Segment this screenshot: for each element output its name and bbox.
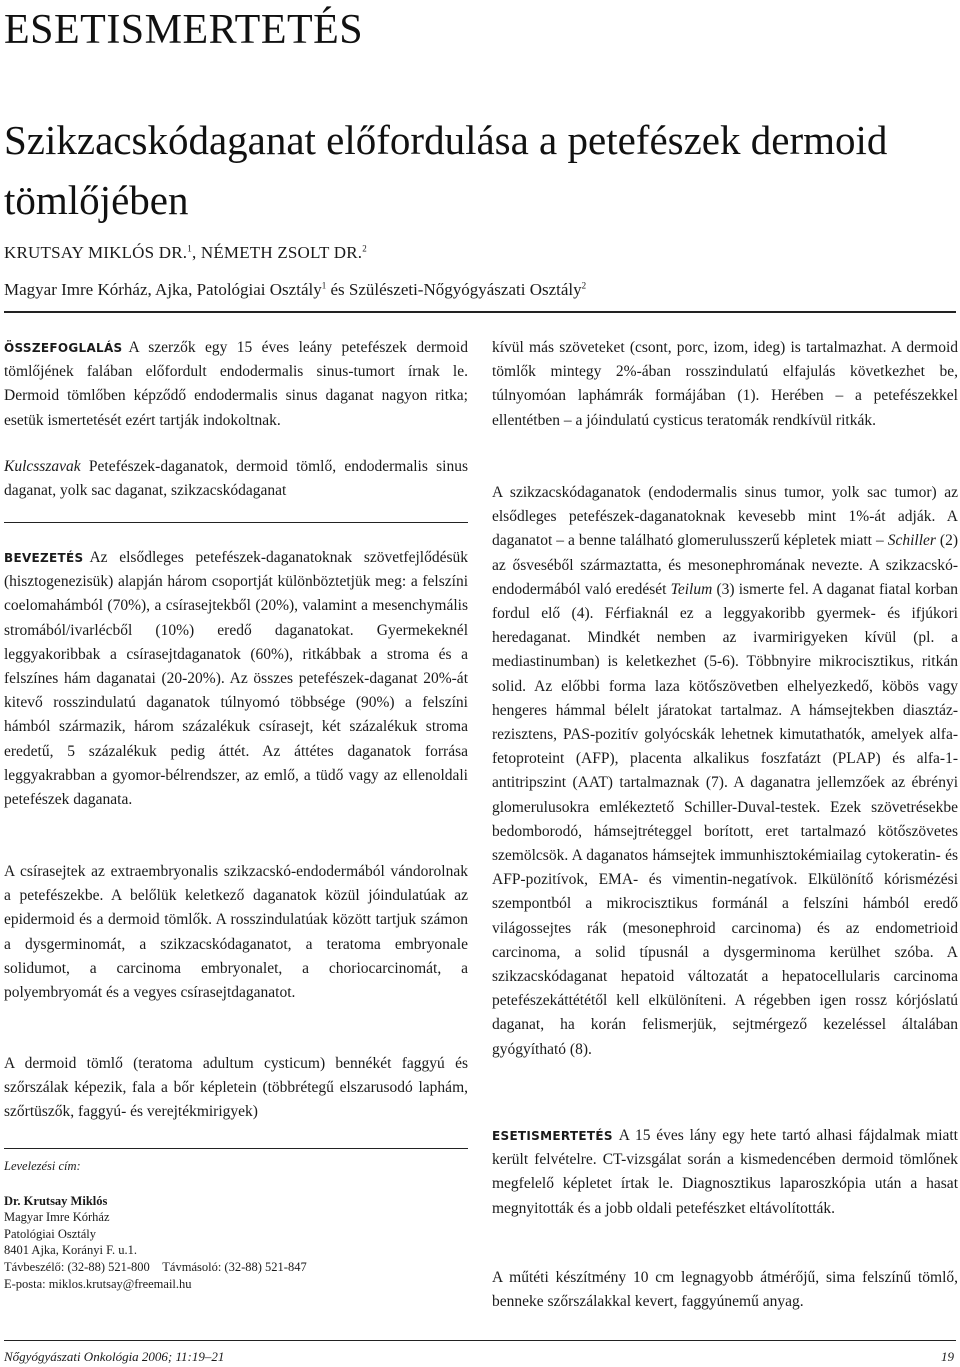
affiliation-2-mark: 2 [581, 280, 587, 291]
correspondence-line-1: Magyar Imre Kórház [4, 1210, 110, 1225]
keywords-text: Petefészek-daganatok, dermoid tömlő, endodermalis sinus daganat, yolk sac daganat, szikzacskódaganat [4, 458, 469, 500]
authors [4, 243, 367, 263]
schiller-name: Schiller [887, 532, 936, 550]
correspondence-divider [4, 1148, 468, 1149]
author-2-affiliation-mark: 2 [362, 243, 367, 254]
right-text-2a: A szikzacskódaganatok (endodermalis sinus tumor, yolk sac tumor) az elsődleges petefészek-daganatoknak kevesebb mint 1%-át adják. A daganatot – a benne található glomerulusszerű képletek miatt – [492, 484, 958, 550]
keywords-label: Kulcsszavak [4, 458, 81, 475]
affiliations [4, 280, 586, 300]
affiliation-1: Magyar Imre Kórház, Ajka, Patológiai Osztály [4, 280, 322, 299]
author-1-affiliation-mark: 1 [187, 243, 192, 254]
affiliation-connector: és [326, 280, 349, 299]
correspondence [4, 1158, 307, 1292]
case-report-text: A 15 éves lány egy hete tartó alhasi fájdalmak miatt került felvételre. CT-vizsgálat során a kismedencében dermoid tömlőnek megfelelő képletet írtak le. Diagnosztikus laparoszkópia után a hasat megnyitották és a jobb oldali petefészket eltávolították. [492, 1127, 958, 1217]
affiliation-2: Szülészeti-Nőgyógyászati Osztály [348, 280, 582, 299]
author-separator: , [191, 243, 201, 262]
introduction-p2 [4, 860, 468, 1005]
right-text-2c: (3) ismerte fel. A daganat fiatal korban fordul elő (4). Férfiaknál ez a leggyakoribb gyermek- és ifjúkori heredaganat. Mindkét nemben az ivarmirigyeken kívül (pl. a mediastinumban) is keletkezhet (5-6). Többnyire mikrocisztikus, ritkán solid. Az előbbi forma laza kötőszövetben elhelyezkedő, köbös vagy hengeres hámmal bélelt járatokat tartalmaz. A hámsejtekben diasztáz-rezisztens, PAS-pozitív golyócskák lehetnek kimutathatók, amelyek alfa-fetoproteint (AFP), placenta alkalikus foszfatázt (PLAP) és alfa-1-antitripszint (AAT) tartalmaznak (7). A daganatra jellemzőek az ébrényi glomerulusokra emlékeztető Schiller-Duval-testek. Ezek szövetrésekbe bedomborodó, hámsejtréteggel borított, eret tartalmazó kötőszövetes szemölcsök. A daganatos hámsejtek immunhisztokémiailag cytokeratin- és AFP-pozitívok, EMA- és vimentin-negatívok. Elkülönítő kórismézési szempontból a mikrocisztikus formánál a felszíni hámból eredő világossejtes rák (mesonephroid carcinoma) és az endometrioid carcinoma, a solid típusnál a dysgerminoma kerülhet szóba. A szikzacskódaganat hepatoid változatát a hepatocellularis carcinoma petefészekáttététől kell elkülöníteni. A régebben igen rossz kórjóslatú daganat, ha korán felismerjük, sejtmérgező kezeléssel általában gyógyítható (8). [492, 580, 958, 1058]
introduction-p1 [4, 546, 468, 812]
right-text-4: A műtéti készítmény 10 cm legnagyobb átmérőjű, sima felszínű tömlő, benneke szőrszálakkal kevert, faggyúnemű anyag. [492, 1269, 958, 1311]
teilum-name: Teilum [670, 580, 713, 598]
correspondence-name: Dr. Krutsay Miklós [4, 1193, 108, 1208]
journal-citation: Nőgyógyászati Onkológia 2006; 11:19–21 [4, 1349, 225, 1364]
introduction-label: BEVEZETÉS [4, 551, 84, 565]
correspondence-phone: Távbeszélő: (32-88) 521-800 [4, 1259, 150, 1274]
correspondence-phone-fax [4, 1259, 307, 1276]
abstract-divider [4, 522, 468, 523]
page-number: 19 [941, 1349, 954, 1364]
author-1: KRUTSAY MIKLÓS DR. [4, 243, 188, 262]
author-2: NÉMETH ZSOLT DR. [200, 243, 363, 262]
correspondence-email: E-posta: miklos.krutsay@freemail.hu [4, 1276, 192, 1291]
keywords [4, 455, 468, 503]
right-p2 [492, 481, 958, 1062]
right-p1 [492, 336, 958, 433]
article-title: Szikzacskódaganat előfordulása a petefészek dermoid tömlőjében [4, 117, 888, 223]
abstract-text: A szerzők egy 15 éves leány petefészek dermoid tömlőjének falában előfordult endodermalis sinus-tumort írnak le. Dermoid tömlőben képződő endodermalis sinus daganat nagyon ritka; esetük ismertetését ezért tartják indokoltnak. [4, 339, 468, 429]
section-label: ESETISMERTETÉS [4, 7, 364, 53]
right-p4 [492, 1266, 958, 1314]
abstract-label: ÖSSZEFOGLALÁS [4, 341, 123, 355]
right-text-1: kívül más szöveteket (csont, porc, izom, ideg) is tartalmazhat. A dermoid tömlők mintegy 2%-ában rosszindulatú elfajulás következhet be, túlnyomóan laphámrák formájában (1). Herében – a petefészekkel ellentétben – a jóindulatú cysticus teratomák rendkívül ritkák. [492, 339, 958, 429]
correspondence-label: Levelezési cím: [4, 1159, 81, 1173]
introduction-text-1: Az elsődleges petefészek-daganatoknak szövetfejlődésük (hisztogenezisük) alapján három csoportját különböztetjük meg: a felszíni coelomahámból (70%), a csírasejtekből (20%), valamint a mesenchymális stromából/ivarlécből (10%) eredő daganatokat. Gyermekeknél leggyakoribbak a csírasejtdaganatok (60%), ritkábbak a stroma és a felszínes hám daganatai (20-20%). Az összes petefészek-daganat 20%-át kitevő rosszindulatú daganatok túlnyomó többsége (90%) a felszíni hámból származik, három százalékuk csírasejt, két százalékuk stroma eredetű, 5 százalékuk pedig áttét. Az áttétes daganatok forrása leggyakrabban a gyomor-bélrendszer, az emlő, a tüdő vagy az ellenoldali petefészek daganata. [4, 549, 468, 809]
introduction-p3 [4, 1052, 468, 1125]
correspondence-line-2: Patológiai Osztály [4, 1226, 96, 1241]
case-report-label: ESETISMERTETÉS [492, 1129, 613, 1143]
header-divider [4, 311, 956, 313]
correspondence-line-3: 8401 Ajka, Korányi F. u.1. [4, 1243, 138, 1258]
introduction-text-3: A dermoid tömlő (teratoma adultum cysticum) bennékét faggyú és szőrszálak képezik, fala a bőr képletein (többrétegű elszarusodó laphám, szőrtüszők, faggyú- és verejtékmirigyek) [4, 1055, 468, 1121]
abstract [4, 336, 468, 433]
correspondence-fax: Távmásoló: (32-88) 521-847 [162, 1259, 307, 1274]
affiliation-1-mark: 1 [321, 280, 327, 291]
case-report [492, 1124, 958, 1221]
right-text-2b: (2) az ősveséből származtatta, és mesonephromának nevezte. A szikzacskó-endodermából való eredését [492, 532, 958, 598]
footer-divider [4, 1340, 956, 1341]
introduction-text-2: A csírasejtek az extraembryonalis szikzacskó-endodermából vándorolnak a petefészekbe. A belőlük keletkező daganatok közül jóindulatúak az epidermoid és a dermoid tömlők. A rosszindulatúak között tartjuk számon a dysgerminomát, a szikzacskódaganatot, a teratoma embryonale solidumot, a carcinoma embryonalet, a choriocarcinomát, a polyembryomát és a vegyes csírasejtdaganatot. [4, 863, 468, 1002]
